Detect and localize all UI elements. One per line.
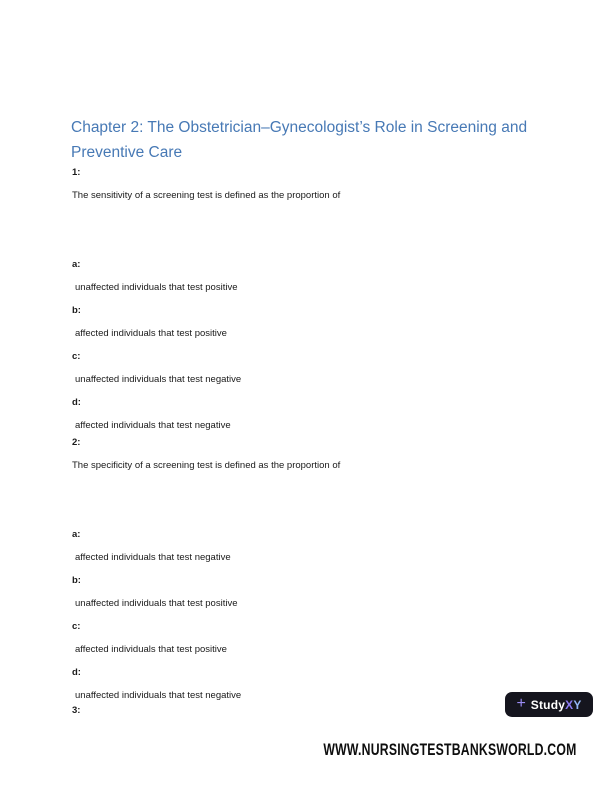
studyxy-wordmark: [531, 698, 582, 712]
option-label-a: a:: [72, 529, 81, 540]
option-label-b: b:: [72, 575, 81, 586]
brand-study-text: Study: [530, 697, 566, 712]
brand-y-text: Y: [573, 697, 582, 712]
option-label-a: a:: [72, 259, 81, 270]
brand-x-text: X: [565, 697, 574, 712]
option-label-d: d:: [72, 667, 81, 678]
chapter-title: [71, 115, 576, 165]
option-text-a: unaffected individuals that test positive: [75, 282, 238, 293]
question-block-1: [72, 161, 576, 437]
chapter-title-line-2: Preventive Care: [71, 144, 183, 161]
plus-icon: +: [516, 694, 526, 712]
studyxy-logo-badge: [505, 692, 593, 717]
option-text-b: unaffected individuals that test positive: [75, 598, 238, 609]
question-number: 2:: [72, 437, 81, 448]
footer-website-url: WWW.NURSINGTESTBANKSWORLD.COM: [323, 740, 577, 759]
option-text-c: affected individuals that test positive: [75, 644, 227, 655]
option-label-c: c:: [72, 621, 81, 632]
option-text-d: affected individuals that test negative: [75, 420, 231, 431]
option-text-a: affected individuals that test negative: [75, 552, 231, 563]
option-label-d: d:: [72, 397, 81, 408]
question-block-2: [72, 431, 576, 707]
option-label-c: c:: [72, 351, 81, 362]
question-number-3: 3:: [72, 705, 81, 716]
option-text-d: unaffected individuals that test negative: [75, 690, 242, 701]
question-text: The sensitivity of a screening test is defined as the proportion of: [72, 190, 341, 201]
option-label-b: b:: [72, 305, 81, 316]
question-number: 1:: [72, 167, 81, 178]
question-text: The specificity of a screening test is defined as the proportion of: [72, 460, 341, 471]
option-text-c: unaffected individuals that test negative: [75, 374, 242, 385]
chapter-title-line-1: Chapter 2: The Obstetrician–Gynecologist’s Role in Screening and: [71, 119, 528, 136]
option-text-b: affected individuals that test positive: [75, 328, 227, 339]
